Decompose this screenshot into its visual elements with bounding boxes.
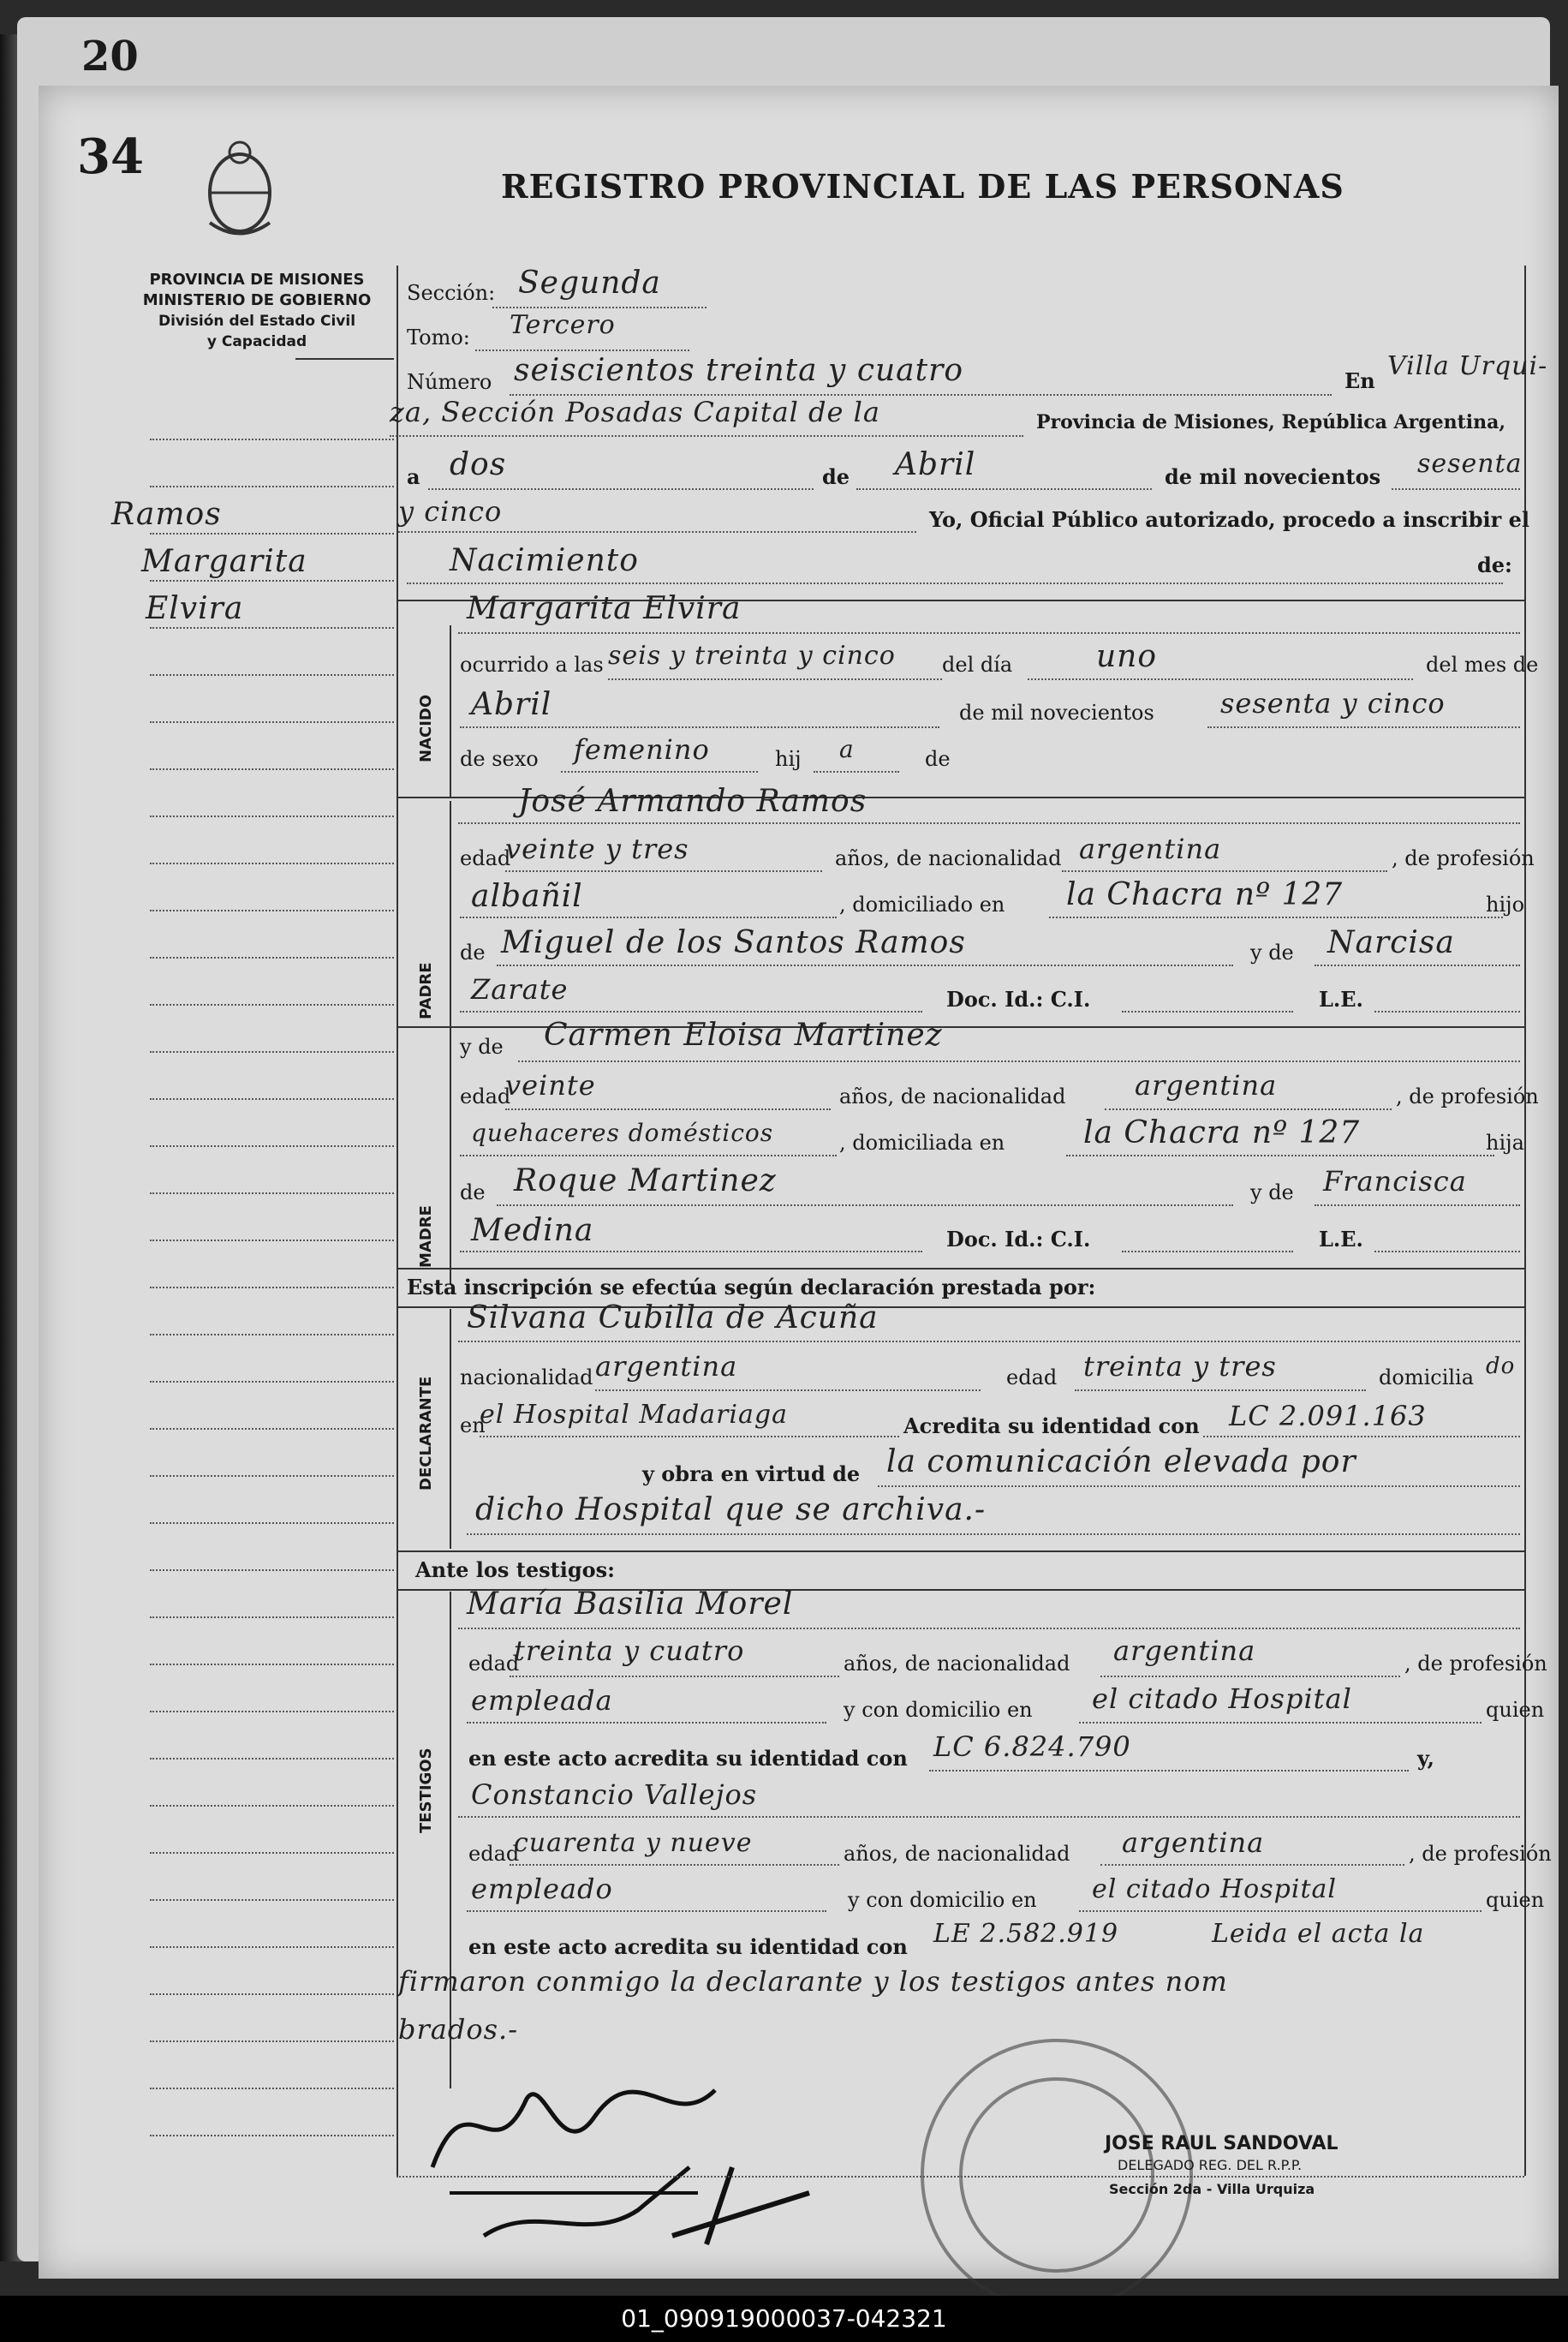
margin-firstname: Margarita: [141, 544, 307, 579]
testigo1-nacionalidad: argentina: [1113, 1634, 1256, 1667]
testigo1-edad-label: edad: [468, 1652, 520, 1676]
margin-secondname: Elvira: [146, 591, 244, 626]
madre-nombre: Carmen Eloisa Martinez: [544, 1018, 943, 1053]
del-mes-label: del mes de: [1426, 653, 1539, 677]
coat-of-arms-icon: [193, 137, 287, 240]
provincia-text: Provincia de Misiones, República Argentina,: [1036, 411, 1506, 433]
sexo-value: femenino: [574, 733, 710, 766]
margin-line: [150, 533, 394, 535]
firma-nombre: JOSE RAUL SANDOVAL: [1105, 2133, 1338, 2154]
madre-edad-value: veinte: [505, 1069, 596, 1102]
lugar-value-1: Villa Urqui-: [1387, 351, 1548, 381]
madre-dom-label: , domiciliada en: [839, 1131, 1005, 1155]
madre-madre-de-2: Medina: [471, 1213, 594, 1248]
margin-line: [150, 2135, 394, 2136]
testigo2-documento: LE 2.582.919: [933, 1919, 1119, 1949]
lugar-value-2: za, Sección Posadas Capital de la: [390, 396, 880, 428]
cierre-line-3: brados.-: [398, 2013, 519, 2046]
declarante-obra-1: la comunicación elevada por: [886, 1444, 1356, 1479]
declarante-obra-2: dicho Hospital que se archiva.-: [475, 1492, 987, 1527]
margin-line: [150, 1004, 394, 1006]
madre-side-label: MADRE: [417, 1205, 435, 1268]
office-ministry: MINISTERIO DE GOBIERNO: [142, 291, 372, 309]
testigo1-documento: LC 6.824.790: [933, 1730, 1131, 1763]
margin-line: [150, 1381, 394, 1383]
margin-line: [150, 1475, 394, 1477]
margin-line: [150, 1287, 394, 1288]
hora-value: seis y treinta y cinco: [608, 641, 896, 671]
margin-line: [150, 1993, 394, 1995]
tomo-label: Tomo:: [407, 326, 470, 350]
margin-surname: Ramos: [111, 497, 222, 532]
anio-value-1: sesenta: [1417, 449, 1523, 479]
nacido-side-label: NACIDO: [417, 694, 435, 762]
margin-line: [150, 1664, 394, 1665]
nacido-dia-value: uno: [1096, 639, 1158, 674]
footer-id: 01_090919000037-042321: [621, 2304, 947, 2333]
declarante-domic-suffix: do: [1486, 1353, 1516, 1379]
margin-line: [150, 863, 394, 864]
testigo1-nombre: María Basilia Morel: [467, 1586, 794, 1622]
declarante-edad-label: edad: [1006, 1365, 1058, 1389]
madre-de-label: de: [460, 1180, 486, 1204]
margin-line: [150, 2040, 394, 2042]
declarante-nac-label: nacionalidad: [460, 1365, 593, 1389]
testigo1-profesion: empleada: [471, 1684, 613, 1717]
testigo1-y-label: y,: [1417, 1746, 1435, 1771]
office-province: PROVINCIA DE MISIONES: [149, 271, 365, 289]
margin-line: [150, 486, 394, 487]
testigo2-quien-label: quien: [1486, 1888, 1545, 1912]
nacido-anio-value: sesenta y cinco: [1220, 687, 1446, 720]
de-label: de: [822, 464, 850, 489]
declarante-edad: treinta y tres: [1083, 1350, 1277, 1383]
declarante-obra-label: y obra en virtud de: [642, 1461, 861, 1486]
declarante-side-label: DECLARANTE: [417, 1376, 435, 1491]
de-colon-label: de:: [1477, 553, 1512, 577]
testigo2-profesion: empleado: [471, 1873, 613, 1905]
margin-line: [150, 1098, 394, 1100]
declarante-en-label: en: [460, 1413, 486, 1437]
mes-value: Abril: [895, 447, 976, 482]
madre-padre-de: Roque Martinez: [514, 1163, 777, 1198]
padre-nacionalidad: argentina: [1079, 833, 1222, 865]
firma-cargo: DELEGADO REG. DEL R.P.P.: [1118, 2157, 1303, 2173]
declarante-acredita-label: Acredita su identidad con: [903, 1413, 1200, 1438]
padre-hijo-label: hijo: [1486, 893, 1525, 917]
margin-line: [150, 1899, 394, 1901]
madre-madre-de-1: Francisca: [1323, 1165, 1467, 1198]
testigo2-edad: cuarenta y nueve: [514, 1828, 753, 1858]
cierre-line-2: firmaron conmigo la declarante y los testigos antes nom: [398, 1965, 1228, 1998]
declarante-nombre: Silvana Cubilla de Acuña: [467, 1300, 879, 1335]
testigo1-edad: treinta y cuatro: [514, 1634, 745, 1667]
madre-yde-label: y de: [460, 1035, 504, 1059]
madre-prof-label: , de profesión: [1396, 1084, 1539, 1108]
margin-line: [150, 1616, 394, 1618]
margin-line: [150, 1051, 394, 1053]
oficial-text: Yo, Oficial Público autorizado, procedo a inscribir el: [929, 507, 1530, 532]
tipo-value: Nacimiento: [450, 543, 639, 578]
testigo2-edad-label: edad: [468, 1842, 520, 1866]
margin-line: [150, 580, 394, 582]
declaracion-text: Esta inscripción se efectúa según declaración prestada por:: [407, 1275, 1096, 1299]
padre-padre-de: Miguel de los Santos Ramos: [501, 925, 966, 960]
margin-line: [150, 1805, 394, 1807]
margin-line: [150, 2088, 394, 2089]
madre-hija-label: hija: [1486, 1131, 1524, 1155]
nacido-mes-value: Abril: [471, 687, 552, 722]
en-label: En: [1344, 368, 1375, 393]
numero-value: seiscientos treinta y cuatro: [514, 353, 963, 388]
testigo2-prof-label: , de profesión: [1409, 1842, 1552, 1866]
nacido-nombre: Margarita Elvira: [467, 591, 742, 626]
declarante-documento: LC 2.091.163: [1229, 1400, 1427, 1432]
page-number: 34: [77, 128, 144, 185]
padre-yde-label: y de: [1250, 941, 1294, 965]
seccion-value: Segunda: [518, 266, 661, 301]
padre-madre-de-2: Zarate: [471, 973, 569, 1006]
margin-line: [150, 1145, 394, 1147]
madre-profesion: quehaceres domésticos: [471, 1119, 774, 1147]
margin-line: [150, 674, 394, 676]
sexo-label: de sexo: [460, 747, 539, 771]
testigo1-quien-label: quien: [1486, 1698, 1545, 1722]
margin-line: [150, 439, 394, 440]
madre-nacionalidad: argentina: [1135, 1069, 1278, 1102]
margin-line: [150, 1569, 394, 1571]
ante-testigos-label: Ante los testigos:: [415, 1557, 616, 1582]
madre-le-label: L.E.: [1319, 1227, 1363, 1252]
testigo2-nacionalidad: argentina: [1122, 1826, 1265, 1859]
testigo2-acredita-label: en este acto acredita su identidad con: [468, 1934, 908, 1959]
office-division: División del Estado Civil: [158, 313, 356, 330]
padre-nombre: José Armando Ramos: [518, 784, 867, 819]
dia-value: dos: [450, 447, 507, 482]
tomo-value: Tercero: [510, 310, 616, 340]
margin-line: [150, 910, 394, 911]
margin-line: [150, 1522, 394, 1524]
hij-suffix: a: [839, 735, 855, 763]
padre-de-label: de: [460, 941, 486, 965]
padre-doc-label: Doc. Id.: C.I.: [946, 987, 1091, 1012]
margin-line: [150, 1758, 394, 1759]
back-page-number: 20: [81, 33, 139, 81]
madre-edad-label: edad: [460, 1084, 511, 1108]
anio-value-2: y cinco: [398, 495, 503, 528]
margin-line: [150, 816, 394, 817]
nacido-de-label: de: [925, 747, 951, 771]
padre-domicilio: la Chacra nº 127: [1066, 877, 1344, 912]
declarante-domic-label: domicilia: [1379, 1365, 1475, 1389]
margin-line: [150, 627, 394, 629]
madre-nac-label: años, de nacionalidad: [839, 1084, 1066, 1108]
hij-label: hij: [775, 747, 802, 771]
testigo2-nac-label: años, de nacionalidad: [844, 1842, 1070, 1866]
margin-line: [150, 1428, 394, 1430]
handwritten-signatures: [415, 2039, 861, 2261]
padre-madre-de-1: Narcisa: [1327, 925, 1455, 960]
margin-line: [150, 1240, 394, 1241]
office-header: [116, 270, 398, 352]
firma-seccion: Sección 2da - Villa Urquiza: [1109, 2181, 1315, 2197]
testigo2-dom-label: y con domicilio en: [848, 1888, 1037, 1912]
testigo1-domicilio: el citado Hospital: [1092, 1682, 1352, 1715]
padre-nac-label: años, de nacionalidad: [835, 846, 1062, 870]
margin-line: [150, 1852, 394, 1854]
margin-line: [150, 957, 394, 959]
office-capacity: y Capacidad: [206, 333, 307, 350]
cierre-line-1: Leida el acta la: [1212, 1919, 1425, 1949]
declarante-lugar: el Hospital Madariaga: [480, 1400, 788, 1430]
margin-line: [150, 1711, 394, 1712]
testigos-side-label: TESTIGOS: [417, 1748, 435, 1833]
testigo1-prof-label: , de profesión: [1404, 1652, 1547, 1676]
testigo2-domicilio: el citado Hospital: [1092, 1874, 1337, 1904]
padre-le-label: L.E.: [1319, 987, 1363, 1012]
madre-yde2-label: y de: [1250, 1180, 1294, 1204]
padre-dom-label: , domiciliado en: [839, 893, 1005, 917]
madre-doc-label: Doc. Id.: C.I.: [946, 1227, 1091, 1252]
testigo1-nac-label: años, de nacionalidad: [844, 1652, 1070, 1676]
padre-side-label: PADRE: [417, 962, 435, 1019]
padre-edad-value: veinte y tres: [505, 833, 689, 865]
padre-profesion: albañil: [471, 879, 583, 914]
madre-domicilio: la Chacra nº 127: [1083, 1115, 1361, 1150]
margin-line: [150, 1334, 394, 1335]
declarante-nacionalidad: argentina: [595, 1350, 738, 1383]
registry-page: [39, 86, 1559, 2279]
mil-label: de mil novecientos: [1165, 464, 1381, 489]
seccion-label: Sección:: [407, 281, 496, 305]
padre-edad-label: edad: [460, 846, 511, 870]
registry-title: REGISTRO PROVINCIAL DE LAS PERSONAS: [501, 167, 1344, 206]
ocurrido-label: ocurrido a las: [460, 653, 604, 677]
margin-line: [150, 721, 394, 723]
margin-line: [150, 768, 394, 770]
numero-label: Número: [407, 370, 492, 394]
nacido-mil-label: de mil novecientos: [959, 701, 1154, 725]
testigo1-acredita-label: en este acto acredita su identidad con: [468, 1746, 908, 1771]
padre-prof-label: , de profesión: [1392, 846, 1535, 870]
a-label: a: [407, 464, 420, 489]
margin-line: [150, 1946, 394, 1948]
del-dia-label: del día: [942, 653, 1013, 677]
testigo1-dom-label: y con domicilio en: [844, 1698, 1033, 1722]
margin-line: [150, 1192, 394, 1194]
official-stamp-inner: [959, 2077, 1154, 2273]
testigo2-nombre: Constancio Vallejos: [471, 1778, 758, 1811]
